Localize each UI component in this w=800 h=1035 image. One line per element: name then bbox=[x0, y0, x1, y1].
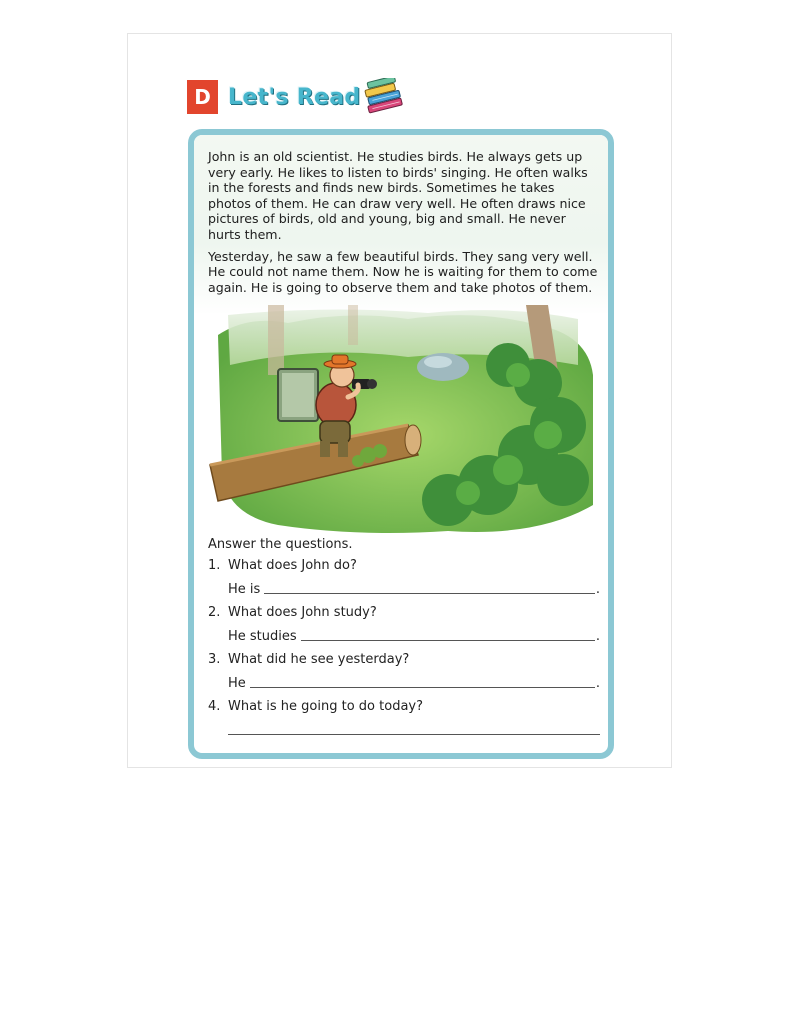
answer-period: . bbox=[595, 676, 600, 691]
question-text: What does John study? bbox=[228, 605, 377, 620]
question-text: What does John do? bbox=[228, 558, 357, 573]
book-stack-icon bbox=[362, 78, 406, 116]
scientist-in-forest-illustration bbox=[208, 305, 600, 537]
question-text: What did he see yesterday? bbox=[228, 652, 410, 667]
section-header bbox=[187, 80, 406, 114]
question-item bbox=[208, 652, 600, 691]
question-number: 1. bbox=[208, 558, 221, 573]
answer-period: . bbox=[595, 582, 600, 597]
passage-paragraph-2: Yesterday, he saw a few beautiful birds. They sang very well. He could not name them. Now he is waiting for them to come again. He is going to observe them and take photos of them. bbox=[208, 248, 598, 295]
answer-blank[interactable] bbox=[301, 626, 595, 641]
answer-line[interactable] bbox=[208, 577, 600, 597]
answer-prefix: He bbox=[228, 676, 246, 691]
section-badge: D bbox=[187, 80, 218, 114]
answer-blank[interactable] bbox=[250, 673, 595, 688]
instruction-text: Answer the questions. bbox=[208, 537, 353, 552]
question-text: What is he going to do today? bbox=[228, 699, 423, 714]
answer-line[interactable] bbox=[208, 624, 600, 644]
question-item bbox=[208, 605, 600, 644]
answer-line[interactable] bbox=[208, 718, 600, 738]
question-item bbox=[208, 558, 600, 597]
answer-prefix: He is bbox=[228, 582, 261, 597]
question-number: 3. bbox=[208, 652, 221, 667]
worksheet-page bbox=[127, 33, 672, 768]
answer-period: . bbox=[595, 629, 600, 644]
questions-section bbox=[208, 537, 600, 746]
question-number: 2. bbox=[208, 605, 221, 620]
answer-prefix: He studies bbox=[228, 629, 297, 644]
passage-paragraph-1: John is an old scientist. He studies birds. He always gets up very early. He likes to listen to birds' singing. He often walks in the forests and finds new birds. Sometimes he takes photos of them. He can draw very well. He often draws nice pictures of birds, old and young, big and small. He never hurts them. bbox=[208, 149, 588, 242]
question-item bbox=[208, 699, 600, 738]
answer-line[interactable] bbox=[208, 671, 600, 691]
answer-blank[interactable] bbox=[228, 720, 600, 735]
answer-blank[interactable] bbox=[264, 579, 595, 594]
reading-frame bbox=[188, 129, 614, 759]
reading-passage bbox=[208, 149, 600, 301]
question-number: 4. bbox=[208, 699, 221, 714]
section-title: Let's Read bbox=[228, 84, 361, 110]
